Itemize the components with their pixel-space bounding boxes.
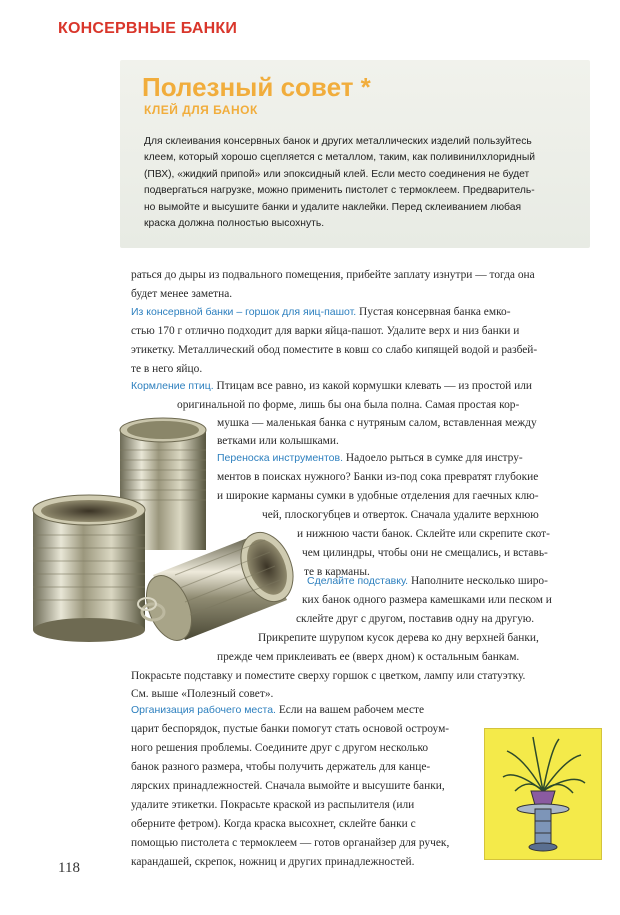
body-line: и нижнюю части банок. Склейте или скрепите скот- xyxy=(297,528,550,540)
body-line: чей, плоскогубцев и отверток. Сначала удалите верхнюю xyxy=(262,509,539,521)
body-line: те в него яйцо. xyxy=(131,363,203,375)
body-line: См. выше «Полезный совет». xyxy=(131,688,274,700)
body-line xyxy=(307,572,548,591)
subheading-make-stand: Сделайте подставку. xyxy=(307,575,409,587)
tip-line: краска должна полностью высохнуть. xyxy=(144,218,325,230)
page-number: 118 xyxy=(58,860,80,876)
tip-title: Полезный совет * xyxy=(142,72,371,102)
tip-line: (ПВХ), «жидкий припой» или эпоксидный клей. Если место соединения не будет xyxy=(144,168,530,180)
tip-line: Для склеивания консервных банок и других металлических изделий пользуйтесь xyxy=(144,136,532,147)
body-line: Покрасьте подставку и поместите сверху горшок с цветком, лампу или статуэтку. xyxy=(131,670,526,682)
body-line xyxy=(131,303,511,322)
body-line: ного решения проблемы. Соедините друг с другом несколько xyxy=(131,742,429,754)
tip-line: клеем, который хорошо сцепляется с металлом, таким, как поливинилхлоридный xyxy=(144,152,536,164)
tip-line: подвергаться нагрузке, можно применить пистолет с термоклеем. Предваритель- xyxy=(144,185,535,197)
body-line: царит беспорядок, пустые банки помогут стать основой остроум- xyxy=(131,723,450,735)
subheading-workplace: Организация рабочего места. xyxy=(131,704,276,716)
plant-icon xyxy=(503,737,585,805)
body-line: стью 170 г отлично подходит для варки яйца-пашот. Удалите верх и низ банки и xyxy=(131,325,520,337)
can-stand-icon xyxy=(517,804,569,851)
body-line: оберните фетром). Когда краска высохнет, склейте банки с xyxy=(131,818,416,830)
body-text: Если на вашем рабочем месте xyxy=(275,704,425,716)
subheading-bird-feeding: Кормление птиц. xyxy=(131,380,214,392)
body-line: помощью пистолета с термоклеем — готов органайзер для ручек, xyxy=(131,837,450,849)
body-text: Надоело рыться в сумке для инстру- xyxy=(343,452,523,464)
body-line: и широкие карманы сумки в удобные отделения для гаечных клю- xyxy=(217,490,539,502)
tip-body xyxy=(144,134,574,232)
body-line: ветками или колышками. xyxy=(217,435,339,447)
body-line: мушка — маленькая банка с нутряным салом, вставленная между xyxy=(217,417,537,429)
body-line: будет менее заметна. xyxy=(131,288,233,300)
body-line: раться до дыры из подвального помещения, прибейте заплату изнутри — тогда она xyxy=(131,269,535,281)
body-line xyxy=(131,701,424,720)
tip-subtitle: КЛЕЙ ДЛЯ БАНОК xyxy=(144,103,258,117)
section-title: КОНСЕРВНЫЕ БАНКИ xyxy=(58,20,238,37)
body-text: Пустая консервная банка емко- xyxy=(356,306,511,318)
tin-can-left xyxy=(33,495,145,642)
body-line: склейте друг с другом, поставив одну на другую. xyxy=(296,613,535,625)
body-line: те в карманы. xyxy=(304,566,370,578)
body-line: ких банок одного размера камешками или песком и xyxy=(302,594,552,606)
body-line xyxy=(131,377,532,396)
body-text: Птицам все равно, из какой кормушки клевать — из простой или xyxy=(213,380,532,392)
body-line: этикетку. Металлический обод поместите в ковш со слабо кипящей водой и разбей- xyxy=(131,344,538,356)
tip-line: но вымойте и высушите банки и удалите наклейки. Перед склеиванием любая xyxy=(144,201,522,213)
body-line: прежде чем приклеивать ее (вверх дном) к остальным банкам. xyxy=(217,651,520,663)
body-line: оригинальной по форме, лишь бы она была полна. Самая простая кор- xyxy=(177,399,520,411)
body-line: лярских принадлежностей. Сначала вымойте и высушите банки, xyxy=(131,780,445,792)
tin-cans-photo xyxy=(25,410,300,650)
plant-on-stand-illustration xyxy=(484,728,602,860)
body-line: Прикрепите шурупом кусок дерева ко дну верхней банки, xyxy=(258,632,539,644)
body-line: банок разного размера, чтобы получить держатель для канце- xyxy=(131,761,431,773)
body-text: Наполните несколько широ- xyxy=(408,575,548,587)
subheading-tool-carrying: Переноска инструментов. xyxy=(217,452,343,464)
subheading-egg-poacher: Из консервной банки – горшок для яиц-пашот. xyxy=(131,306,357,318)
body-line: ментов в поисках нужного? Банки из-под сока превратят глубокие xyxy=(217,471,539,483)
body-line: удалите этикетки. Покрасьте краской из распылителя (или xyxy=(131,799,415,811)
body-line: чем цилиндры, чтобы они не смещались, и вставь- xyxy=(302,547,548,559)
body-line: карандашей, скрепок, ножниц и других принадлежностей. xyxy=(131,856,415,868)
